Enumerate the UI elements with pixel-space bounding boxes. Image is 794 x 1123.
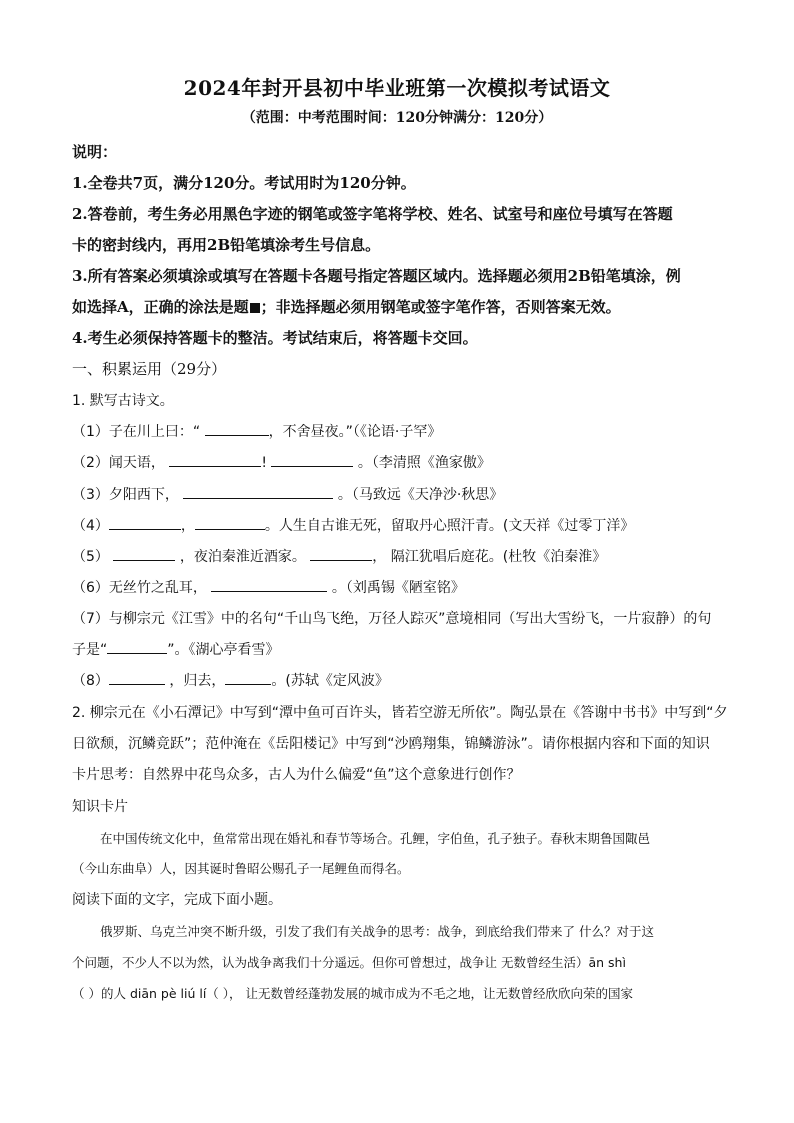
q1-item-6 [72,577,465,597]
instruction-2-line-1: 2.答卷前，考生务必用黑色字迹的钢笔或签字笔将学校、姓名、试室号和座位号填写在答题 [72,205,673,223]
instructions-heading: 说明： [72,143,118,161]
question-2-line-1: 2. 柳宗元在《小石潭记》中写到“潭中鱼可百许头，皆若空游无所依”。陶弘景在《答谢中书书》中写到“夕 [72,705,728,721]
q1-item-5-pre: （5） [72,549,109,565]
instruction-3-line-1: 3.所有答案必须填涂或填写在答题卡各题号指定答题区域内。选择题必须用2B铅笔填涂，例 [72,267,681,285]
answer-blank[interactable] [195,515,265,530]
q1-item-4 [72,515,634,535]
q1-item-3-pre: （3）夕阳西下， [72,487,179,503]
q1-item-6-pre: （6）无丝竹之乱耳， [72,580,207,596]
knowledge-card-line-1: 在中国传统文化中，鱼常常出现在婚礼和春节等场合。孔鲤，字伯鱼，孔子独子。春秋末期鲁国陬邑 [100,831,651,846]
q1-item-5-mid: ，夜泊秦淮近酒家。 [179,549,306,565]
reading-paragraph-line-3: （ ）的人 diān pè liú lí（ ）， 让无数曾经蓬勃发展的城市成为不毛之地，让无数曾经欣欣向荣的国家 [72,986,633,1001]
instruction-2-line-2: 卡的密封线内，再用2B铅笔填涂考生号信息。 [72,236,381,254]
q1-item-3 [72,484,503,504]
filled-square-icon [250,303,260,313]
instruction-4: 4.考生必须保持答题卡的整洁。考试结束后，将答题卡交回。 [72,329,478,347]
q1-item-1-pre: （1）子在川上曰：“ [72,424,201,440]
q1-item-4-mid: ， [180,518,195,534]
q1-item-4-post: 。人生自古谁无死，留取丹心照汗青。(文天祥《过零丁洋》 [264,518,635,534]
reading-intro: 阅读下面的文字，完成下面小题。 [72,892,282,908]
q1-item-8-mid: ，归去， [169,673,226,689]
answer-blank[interactable] [113,546,175,561]
q1-item-5-post: ， 隔江犹唱后庭花。(杜牧《泊秦淮》 [372,549,607,565]
section-1-heading: 一、积累运用（29分） [72,360,227,378]
answer-blank[interactable] [169,452,261,467]
answer-blank[interactable] [271,452,353,467]
q1-item-8-post: 。(苏轼《定风波》 [271,673,389,689]
answer-blank[interactable] [225,670,271,685]
answer-blank[interactable] [107,639,167,654]
q1-item-7-line-1: （7）与柳宗元《江雪》中的名句“千山鸟飞绝，万径人踪灭”意境相同（写出大雪纷飞，一片寂静）的句 [72,611,712,627]
instruction-3-post: ；非选择题必须用钢笔或签字笔作答，否则答案无效。 [260,298,621,316]
answer-blank[interactable] [109,670,165,685]
page-title: 2024年封开县初中毕业班第一次模拟考试语文 [183,76,611,100]
q1-item-6-post: 。（刘禹锡《陋室铭》 [331,580,465,596]
instruction-3-line-2 [72,296,621,317]
answer-blank[interactable] [109,515,181,530]
q1-item-7-post: ”。《湖心亭看雪》 [167,642,280,658]
q1-item-2 [72,452,491,472]
q1-item-7-line-2 [72,639,280,659]
answer-blank[interactable] [211,577,327,592]
q1-item-7-pre: 子是“ [72,642,108,658]
q1-item-1-post: ，不舍昼夜。”（《论语·子罕》 [268,424,442,440]
answer-blank[interactable] [310,546,372,561]
knowledge-card-line-2: （今山东曲阜）人，因其诞时鲁昭公赐孔子一尾鲤鱼而得名。 [72,861,410,876]
q1-item-1 [72,421,441,441]
q1-item-8-pre: （8） [72,673,109,689]
question-2-line-2: 日欲颓，沉鳞竞跃”；范仲淹在《岳阳楼记》中写到“沙鸥翔集，锦鳞游泳”。请你根据内容和下面的知识 [72,736,710,752]
q1-item-8 [72,670,389,690]
reading-paragraph-line-1: 俄罗斯、乌克兰冲突不断升级，引发了我们有关战争的思考：战争，到底给我们带来了 什么？对于这 [100,924,654,939]
page-subtitle: （范围：中考范围时间：120分钟满分：120分） [241,110,553,126]
q1-item-4-pre: （4） [72,518,109,534]
knowledge-card-title: 知识卡片 [72,799,128,815]
answer-blank[interactable] [183,484,333,499]
question-2-line-3: 卡片思考：自然界中花鸟众多，古人为什么偏爱“鱼”这个意象进行创作？ [72,767,521,783]
q1-item-5 [72,546,606,566]
q1-item-3-post: 。（马致远《天净沙·秋思》 [337,487,504,503]
reading-paragraph-line-2: 个问题，不少人不以为然，认为战争离我们十分遥远。但你可曾想过，战争让 无数曾经生活）ān shì [72,955,626,970]
q1-item-2-mid: ! [261,455,267,471]
q1-item-2-post: 。（李清照《渔家傲》 [357,455,491,471]
answer-blank[interactable] [205,421,269,436]
question-1-label: 1. 默写古诗文。 [72,393,174,409]
instruction-3-pre: 如选择A，正确的涂法是题 [72,298,249,316]
instruction-1: 1.全卷共7页，满分120分。考试用时为120分钟。 [72,174,416,192]
q1-item-2-pre: （2）闻天语， [72,455,165,471]
